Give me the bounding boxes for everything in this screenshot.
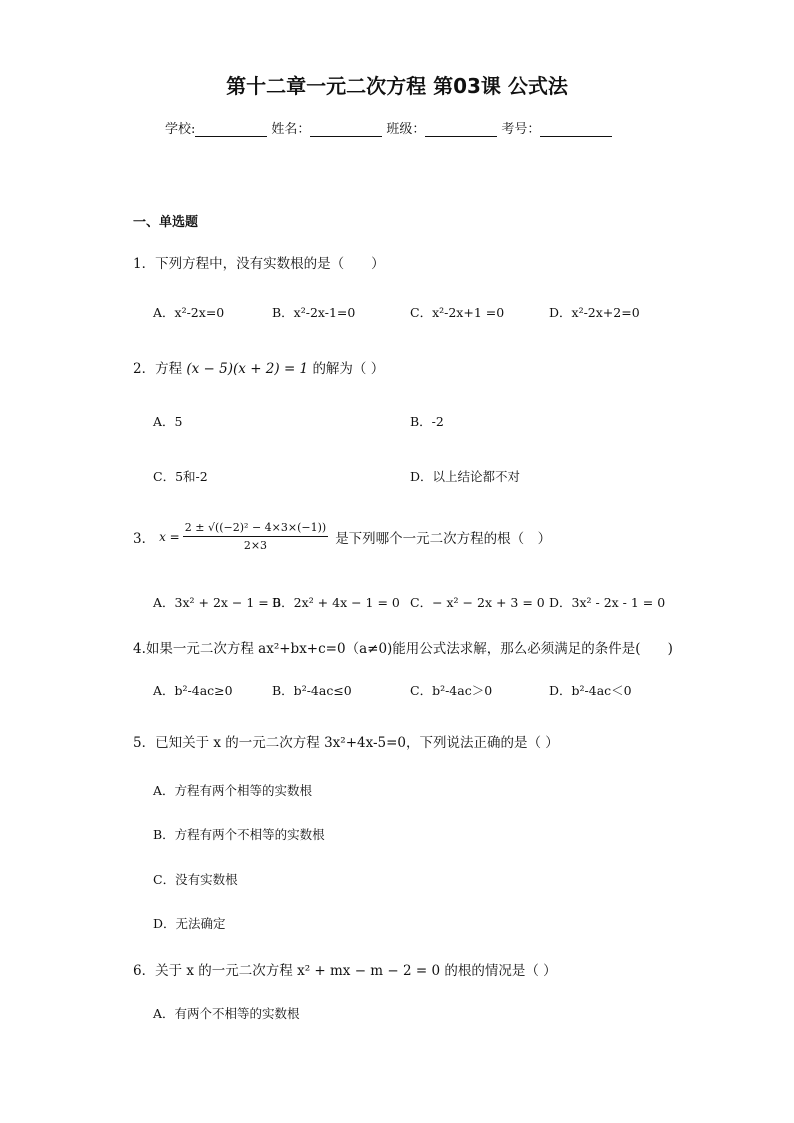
question-3-fraction — [183, 521, 328, 552]
q5-option-b[interactable]: B．方程有两个不相等的实数根 — [153, 827, 325, 842]
school-label: 学校: — [165, 122, 196, 137]
q3-option-c[interactable]: C．− x² − 2x + 3 = 0 — [410, 595, 545, 610]
question-3-denominator: 2×3 — [243, 539, 268, 552]
q2-option-a[interactable]: A．5 — [153, 414, 183, 429]
name-label: 姓名： — [271, 122, 311, 137]
name-field[interactable] — [310, 122, 382, 137]
q2-option-b[interactable]: B．-2 — [410, 414, 444, 429]
q1-option-b[interactable]: B．x²-2x-1=0 — [272, 305, 356, 320]
q3-option-a[interactable]: A．3x² + 2x − 1 = 0 — [153, 595, 281, 610]
q5-option-a[interactable]: A．方程有两个相等的实数根 — [153, 783, 313, 798]
question-6-stem: 6．关于 x 的一元二次方程 x² + mx − m − 2 = 0 的根的情况是（ ） — [133, 963, 557, 979]
question-3-formula-lhs: x = — [159, 529, 180, 544]
q1-option-a[interactable]: A．x²-2x=0 — [153, 305, 225, 320]
question-5-stem: 5．已知关于 x 的一元二次方程 3x²+4x-5=0，下列说法正确的是（ ） — [133, 735, 559, 751]
q4-option-d[interactable]: D．b²-4ac＜0 — [549, 683, 632, 698]
question-3-suffix: 是下列哪个一元二次方程的根（ ） — [335, 530, 552, 547]
q3-option-b[interactable]: B．2x² + 4x − 1 = 0 — [272, 595, 400, 610]
q4-option-b[interactable]: B．b²-4ac≤0 — [272, 683, 352, 698]
exam-no-field[interactable] — [540, 122, 612, 137]
page-title: 第十二章一元二次方程 第03课 公式法 — [226, 74, 568, 98]
question-3-stem — [133, 521, 551, 552]
question-1-stem: 1．下列方程中，没有实数根的是（ ） — [133, 256, 385, 272]
student-info-line — [165, 118, 614, 137]
question-2-prefix: 2．方程 — [133, 361, 183, 377]
q5-option-d[interactable]: D．无法确定 — [153, 916, 226, 931]
q2-option-c[interactable]: C．5和-2 — [153, 469, 208, 484]
class-field[interactable] — [425, 122, 497, 137]
q1-option-c[interactable]: C．x²-2x+1 =0 — [410, 305, 505, 320]
question-4-stem: 4.如果一元二次方程 ax²+bx+c=0（a≠0)能用公式法求解，那么必须满足的条件是( ) — [133, 641, 673, 657]
question-2-suffix: 的解为（ ） — [312, 361, 385, 377]
school-field[interactable] — [195, 122, 267, 137]
q5-option-c[interactable]: C．没有实数根 — [153, 872, 238, 887]
q4-option-c[interactable]: C．b²-4ac＞0 — [410, 683, 493, 698]
class-label: 班级： — [386, 122, 426, 137]
exam-no-label: 考号： — [501, 122, 541, 137]
q6-option-a[interactable]: A．有两个不相等的实数根 — [153, 1006, 300, 1021]
section-title: 一、单选题 — [133, 215, 199, 230]
q3-option-d[interactable]: D．3x² - 2x - 1 = 0 — [549, 595, 666, 610]
question-2-stem — [133, 357, 384, 377]
question-2-formula: (x − 5)(x + 2) = 1 — [186, 361, 309, 377]
question-3-prefix: 3． — [133, 530, 156, 547]
q1-option-d[interactable]: D．x²-2x+2=0 — [549, 305, 640, 320]
q2-option-d[interactable]: D．以上结论都不对 — [410, 469, 521, 484]
q4-option-a[interactable]: A．b²-4ac≥0 — [153, 683, 233, 698]
question-3-numerator: 2 ± √((−2)² − 4×3×(−1)) — [183, 521, 328, 537]
